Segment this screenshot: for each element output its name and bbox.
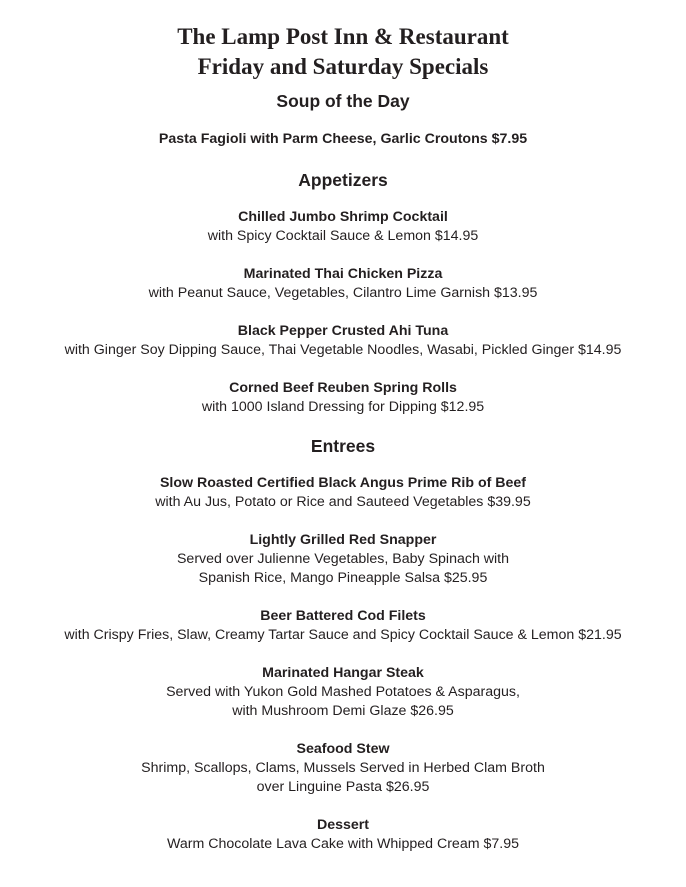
menu-header xyxy=(0,0,686,82)
appetizers-heading: Appetizers xyxy=(298,170,388,190)
menu-item-description: with 1000 Island Dressing for Dipping $12.95 xyxy=(201,399,485,415)
menu-item-name: Beer Battered Cod Filets xyxy=(260,608,426,624)
menu-item-description: with Ginger Soy Dipping Sauce, Thai Vegetable Noodles, Wasabi, Pickled Ginger $14.95 xyxy=(64,342,622,358)
entrees-heading: Entrees xyxy=(310,436,376,456)
menu-item-description: Warm Chocolate Lava Cake with Whipped Cream $7.95 xyxy=(167,836,519,852)
menu-item xyxy=(0,208,686,246)
appetizers-section xyxy=(0,169,686,417)
menu-item xyxy=(0,607,686,645)
menu-item-name: Dessert xyxy=(316,817,370,833)
menu-item-description: Shrimp, Scallops, Clams, Mussels Served in Herbed Clam Broth xyxy=(141,760,545,776)
menu-item-description: Served with Yukon Gold Mashed Potatoes & Asparagus, xyxy=(166,684,520,700)
menu-item-name: Corned Beef Reuben Spring Rolls xyxy=(229,380,457,396)
menu-item-description: with Peanut Sauce, Vegetables, Cilantro Lime Garnish $13.95 xyxy=(148,285,538,301)
menu-item xyxy=(0,740,686,797)
menu-item xyxy=(0,474,686,512)
menu-item-name: Lightly Grilled Red Snapper xyxy=(249,532,437,548)
menu-item xyxy=(0,322,686,360)
specials-subtitle: Friday and Saturday Specials xyxy=(197,54,489,79)
menu-item xyxy=(0,265,686,303)
menu-item-name: Slow Roasted Certified Black Angus Prime Rib of Beef xyxy=(159,475,527,491)
menu-item-description: with Spicy Cocktail Sauce & Lemon $14.95 xyxy=(207,228,479,244)
menu-item-description: with Crispy Fries, Slaw, Creamy Tartar Sauce and Spicy Cocktail Sauce & Lemon $21.95 xyxy=(64,627,622,643)
menu-item-description: Spanish Rice, Mango Pineapple Salsa $25.95 xyxy=(198,570,488,586)
entrees-section xyxy=(0,435,686,854)
soup-heading: Soup of the Day xyxy=(276,91,410,111)
menu-item-name: Marinated Thai Chicken Pizza xyxy=(243,266,443,282)
menu-item-name: Marinated Hangar Steak xyxy=(262,665,424,681)
soup-item: Pasta Fagioli with Parm Cheese, Garlic Croutons $7.95 xyxy=(158,131,528,147)
menu-item xyxy=(0,816,686,854)
menu-item-name: Black Pepper Crusted Ahi Tuna xyxy=(237,323,449,339)
menu-item-description: with Mushroom Demi Glaze $26.95 xyxy=(232,703,454,719)
menu-item-description: over Linguine Pasta $26.95 xyxy=(256,779,430,795)
menu-item-name: Seafood Stew xyxy=(296,741,390,757)
menu-item xyxy=(0,664,686,721)
restaurant-title: The Lamp Post Inn & Restaurant xyxy=(177,24,509,49)
menu-item-description: with Au Jus, Potato or Rice and Sauteed Vegetables $39.95 xyxy=(155,494,531,510)
menu-item xyxy=(0,531,686,588)
menu-item-description: Served over Julienne Vegetables, Baby Spinach with xyxy=(176,551,510,567)
menu-item xyxy=(0,379,686,417)
soup-section xyxy=(0,90,686,149)
menu-item-name: Chilled Jumbo Shrimp Cocktail xyxy=(238,209,448,225)
